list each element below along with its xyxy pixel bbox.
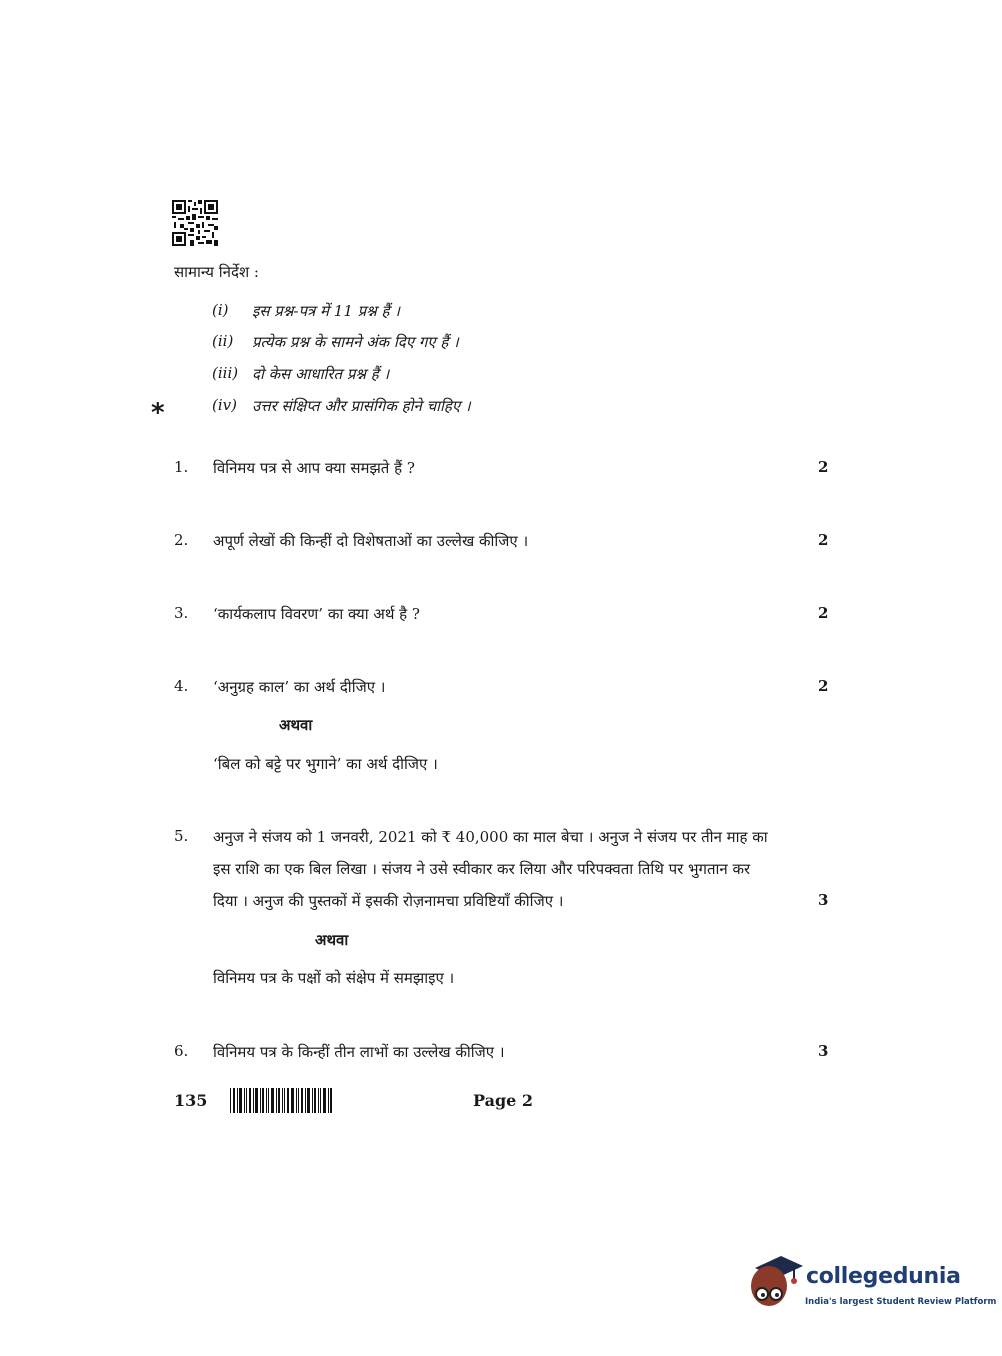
instruction-text: इस प्रश्न-पत्र में 11 प्रश्न हैं । xyxy=(252,302,400,320)
instruction-item xyxy=(212,364,712,384)
question-text: अपूर्ण लेखों की किन्हीं दो विशेषताओं का उल्लेख कीजिए । xyxy=(213,532,529,550)
question-text-line: दिया । अनुज की पुस्तकों में इसकी रोज़नामचा प्रविष्टियाँ कीजिए । xyxy=(213,892,564,910)
instruction-item xyxy=(212,396,712,416)
question-number: 2. xyxy=(174,531,189,549)
instruction-number: (ii) xyxy=(212,332,234,350)
star-mark: * xyxy=(151,398,165,428)
brand-tagline: India's largest Student Review Platform xyxy=(805,1297,997,1307)
question-marks: 3 xyxy=(818,891,829,909)
instruction-number: (i) xyxy=(212,301,229,319)
or-label: अथवा xyxy=(315,931,349,949)
question-number: 3. xyxy=(174,604,189,622)
question-number: 4. xyxy=(174,677,189,695)
paper-code: 135 xyxy=(174,1091,208,1110)
question-text: विनिमय पत्र के किन्हीं तीन लाभों का उल्लेख कीजिए । xyxy=(213,1043,505,1061)
question-number: 1. xyxy=(174,458,189,476)
question-marks: 2 xyxy=(818,604,829,622)
question-number: 6. xyxy=(174,1042,189,1060)
question-text: ‘अनुग्रह काल’ का अर्थ दीजिए । xyxy=(213,678,386,696)
alternative-question-text: विनिमय पत्र के पक्षों को संक्षेप में समझाइए । xyxy=(213,969,455,987)
barcode-icon xyxy=(230,1088,332,1113)
instruction-number: (iii) xyxy=(212,364,239,382)
qr-code-icon xyxy=(172,200,218,246)
question-number: 5. xyxy=(174,827,189,845)
instruction-text: प्रत्येक प्रश्न के सामने अंक दिए गए हैं । xyxy=(252,333,459,351)
instruction-text: दो केस आधारित प्रश्न हैं । xyxy=(252,365,390,383)
question-marks: 2 xyxy=(818,677,829,695)
question-marks: 3 xyxy=(818,1042,829,1060)
instruction-number: (iv) xyxy=(212,396,237,414)
page-number: Page 2 xyxy=(473,1091,534,1110)
instructions-title: सामान्य निर्देश : xyxy=(174,263,259,281)
alternative-question-text: ‘बिल को बट्टे पर भुगाने’ का अर्थ दीजिए । xyxy=(213,755,438,773)
collegedunia-mascot-icon xyxy=(743,1250,805,1310)
question-text-line: अनुज ने संजय को 1 जनवरी, 2021 को ₹ 40,000 का माल बेचा । अनुज ने संजय पर तीन माह का xyxy=(213,828,768,846)
brand-name: collegedunia xyxy=(806,1264,961,1289)
question-marks: 2 xyxy=(818,531,829,549)
question-marks: 2 xyxy=(818,458,829,476)
question-text-line: इस राशि का एक बिल लिखा । संजय ने उसे स्वीकार कर लिया और परिपक्वता तिथि पर भुगतान कर xyxy=(213,860,751,878)
instruction-item xyxy=(212,301,712,321)
question-text: विनिमय पत्र से आप क्या समझते हैं ? xyxy=(213,459,415,477)
question-text: ‘कार्यकलाप विवरण’ का क्या अर्थ है ? xyxy=(213,605,420,623)
or-label: अथवा xyxy=(279,716,313,734)
instruction-item xyxy=(212,332,712,352)
instruction-text: उत्तर संक्षिप्त और प्रासंगिक होने चाहिए । xyxy=(252,397,471,415)
